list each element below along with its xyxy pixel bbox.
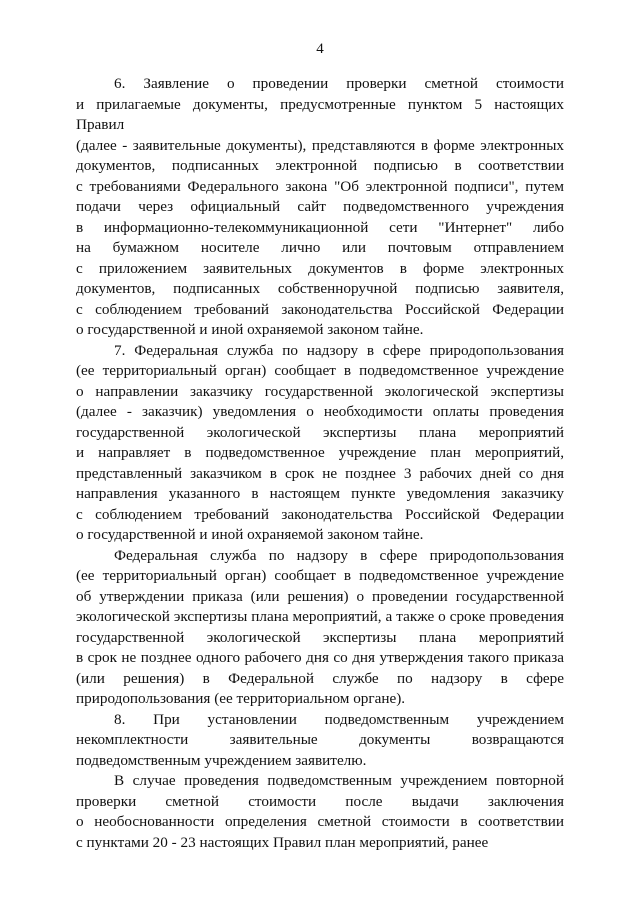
text-line: с соблюдением требований законодательства Российской Федерации — [76, 505, 564, 523]
text-line: (далее - заявительные документы), представляются в форме электронных — [76, 136, 564, 154]
text-line: представленный заказчиком в срок не позднее 3 рабочих дней со дня — [76, 464, 564, 482]
text-line: 6. Заявление о проведении проверки сметной стоимости — [114, 75, 564, 92]
text-line: государственной экологической экспертизы плана мероприятий — [76, 423, 564, 441]
text-line: Федеральная служба по надзору в сфере природопользования — [114, 546, 564, 564]
text-line: (далее - заказчик) уведомления о необходимости оплаты проведения — [76, 403, 564, 420]
text-line: документов, подписанных собственноручной подписью заявителя, — [76, 280, 564, 297]
text-line: с пунктами 20 - 23 настоящих Правил план мероприятий, ранее — [76, 833, 489, 851]
text-line: на бумажном носителе лично или почтовым отправлением — [76, 239, 564, 256]
text-line: с требованиями Федерального закона "Об электронной подписи", путем — [76, 177, 564, 195]
text-line: и направляет в подведомственное учреждение план мероприятий, — [76, 444, 564, 461]
text-line: о направлении заказчику государственной экологической экспертизы — [76, 382, 564, 400]
text-line: в срок не позднее одного рабочего дня со дня утверждения такого приказа — [76, 649, 564, 666]
text-line: подачи через официальный сайт подведомственного учреждения — [76, 198, 564, 215]
text-line: 8. При установлении подведомственным учреждением — [114, 710, 564, 728]
paragraph — [76, 74, 564, 341]
text-line: государственной экологической экспертизы плана мероприятий — [76, 628, 564, 646]
text-line: с соблюдением требований законодательства Российской Федерации — [76, 300, 564, 318]
paragraph — [76, 710, 564, 772]
text-line: об утверждении приказа (или решения) о проведении государственной — [76, 587, 564, 605]
paragraph — [76, 771, 564, 853]
text-line: проверки сметной стоимости после выдачи заключения — [76, 792, 564, 810]
text-line: документов, подписанных электронной подписью в соответствии — [76, 157, 564, 174]
text-line: В случае проведения подведомственным учреждением повторной — [114, 772, 564, 789]
text-line: (ее территориальный орган) сообщает в подведомственное учреждение — [76, 362, 564, 379]
paragraph — [76, 341, 564, 546]
text-line: направления указанного в настоящем пункте уведомления заказчику — [76, 485, 564, 502]
text-line: о государственной и иной охраняемой законом тайне. — [76, 526, 424, 543]
text-line: с приложением заявительных документов в форме электронных — [76, 259, 564, 277]
paragraph — [76, 546, 564, 710]
text-line: в информационно-телекоммуникационной сети "Интернет" либо — [76, 218, 564, 236]
text-line: экологической экспертизы плана мероприятий, а также о сроке проведения — [76, 608, 564, 625]
text-line: подведомственным учреждением заявителю. — [76, 751, 367, 769]
text-line: некомплектности заявительные документы возвращаются — [76, 731, 564, 748]
text-line: природопользования (ее территориальном органе). — [76, 690, 406, 707]
text-line: о необоснованности определения сметной стоимости в соответствии — [76, 813, 564, 830]
document-body — [76, 74, 564, 853]
text-line: 7. Федеральная служба по надзору в сфере природопользования — [114, 341, 564, 359]
text-line: и прилагаемые документы, предусмотренные пунктом 5 настоящих Правил — [76, 95, 564, 133]
text-line: (или решения) в Федеральной службе по надзору в сфере — [76, 669, 564, 687]
text-line: (ее территориальный орган) сообщает в подведомственное учреждение — [76, 567, 564, 584]
page-number: 4 — [316, 41, 324, 57]
text-line: о государственной и иной охраняемой законом тайне. — [76, 321, 424, 338]
